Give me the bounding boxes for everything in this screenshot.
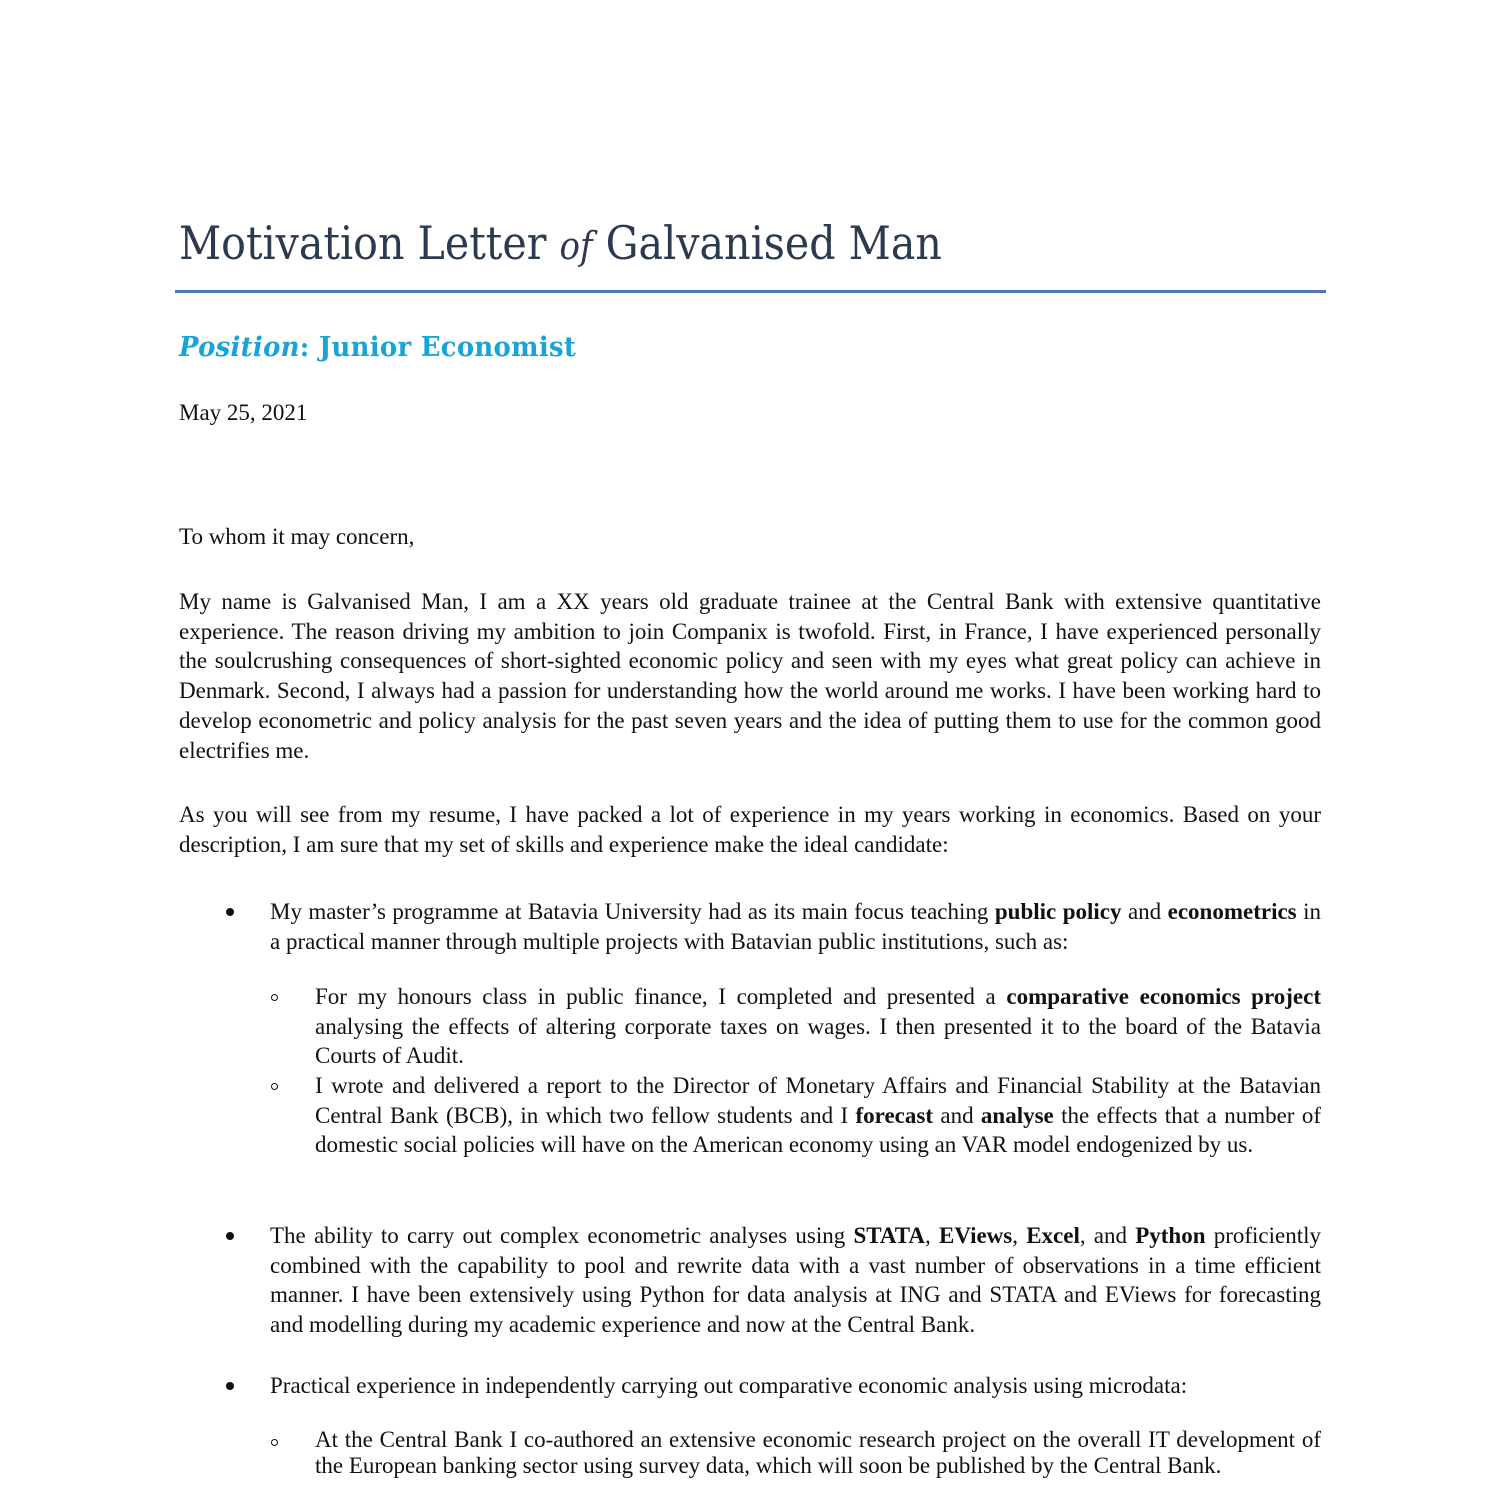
bold-run: EViews — [938, 1223, 1013, 1248]
list-item-masters — [270, 897, 1321, 956]
text-run: My master’s programme at Batavia University had as its main focus teaching — [270, 899, 995, 924]
document-title — [179, 208, 942, 281]
text-run: The ability to carry out complex econometric analyses using — [270, 1223, 854, 1248]
text-run: analysing the effects of altering corporate taxes on wages. I then presented it to the board of the Batavia Courts of Audit. — [315, 1013, 1321, 1069]
bold-run: Excel — [1026, 1223, 1080, 1248]
bold-run: Python — [1135, 1223, 1206, 1248]
sub-list-item-central-bank-research: At the Central Bank I co-authored an extensive economic research project on the overall IT development of the European banking sector using survey data, which will soon be published by the Central Bank. — [315, 1427, 1321, 1478]
text-run: , — [925, 1223, 939, 1248]
text-run: proficiently combined with the capability to pool and rewrite data with a vast number of observations in a time efficient manner. I have been extensively using Python for data analysis at ING and STATA and EViews for forecasting and modelling during my academic experience and now at the Central Bank. — [270, 1223, 1322, 1338]
list-item-microdata: Practical experience in independently carrying out comparative economic analysis using microdata: — [270, 1373, 1188, 1398]
skills-intro-paragraph: As you will see from my resume, I have packed a lot of experience in my years working in economics. Based on your description, I am sure that my set of skills and experience make the ideal candidate: — [179, 802, 1321, 857]
text-run: and — [1121, 899, 1168, 924]
bold-run: econometrics — [1167, 899, 1297, 924]
text-run: the effects that a number of domestic social policies will have on the American economy using an VAR model endogenized by us. — [315, 1102, 1321, 1158]
title-text-part3: Galvanised Man — [592, 216, 942, 270]
sub-bullet-marker — [271, 1439, 278, 1446]
bold-run: STATA — [853, 1223, 926, 1248]
text-run: , and — [1079, 1223, 1136, 1248]
bold-run: analyse — [980, 1102, 1054, 1128]
sub-list-item-report — [315, 1071, 1321, 1160]
position-label: Position — [179, 332, 300, 363]
text-run: I wrote and delivered a report to the Director of Monetary Affairs and Financial Stability at the Batavian Central Bank (BCB), in which two fellow students and I — [315, 1073, 1321, 1128]
text-run: in a practical manner through multiple projects with Batavian public institutions, such as: — [270, 899, 1321, 954]
title-divider — [175, 290, 1326, 293]
bullet-marker — [226, 908, 234, 916]
sub-list-item-honours — [315, 982, 1321, 1071]
intro-paragraph: My name is Galvanised Man, I am a XX years old graduate trainee at the Central Bank with extensive quantitative experience. The reason driving my ambition to join Companix is twofold. First, in France, I have experienced personally the soulcrushing consequences of short-sighted economic policy and seen with my eyes what great policy can achieve in Denmark. Second, I always had a passion for understanding how the world around me works. I have been working hard to develop econometric and policy analysis for the past seven years and the idea of putting them to use for the common good electrifies me. — [179, 589, 1321, 763]
list-item-software-skills — [270, 1221, 1321, 1340]
letter-date: May 25, 2021 — [179, 400, 308, 425]
bold-run: public policy — [994, 899, 1122, 924]
title-text-of: of — [559, 224, 593, 268]
bullet-marker — [226, 1232, 234, 1240]
bold-run: comparative economics project — [1006, 984, 1321, 1009]
text-run: For my honours class in public finance, I completed and presented a — [315, 984, 1007, 1009]
text-run: and — [933, 1102, 981, 1128]
bullet-marker — [226, 1382, 234, 1390]
title-text-part1: Motivation Letter — [179, 216, 560, 270]
position-value: : Junior Economist — [299, 332, 577, 363]
salutation: To whom it may concern, — [179, 524, 415, 549]
position-subtitle — [179, 328, 576, 368]
sub-bullet-marker — [271, 1083, 278, 1090]
text-run: , — [1012, 1223, 1027, 1248]
bold-run: forecast — [855, 1102, 933, 1128]
sub-bullet-marker — [271, 994, 278, 1001]
